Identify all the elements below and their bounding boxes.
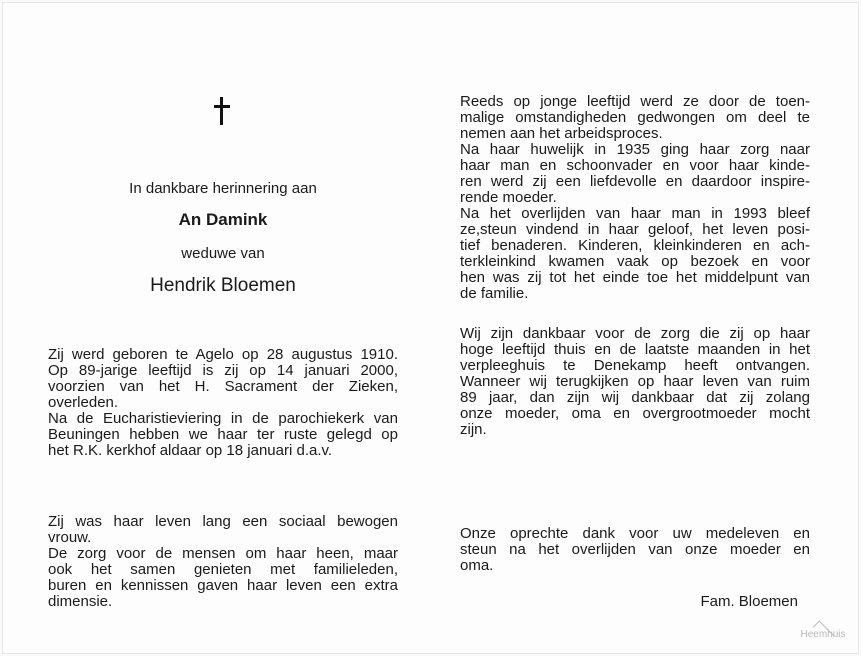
right-paragraph-3 [460,526,810,574]
right-paragraph-1 [460,94,810,302]
spouse-name: Hendrik Bloemen [150,275,296,296]
text-line: Zij was haar leven lang een sociaal bewogen [48,513,398,530]
text-line: overleden. [48,394,119,411]
text-line: steun na het overlijden van onze moeder en [460,541,810,558]
text-line: Beuningen hebben we haar ter ruste gelegd op [48,426,398,443]
text-line: Reeds op jonge leeftijd werd ze door de toen- [460,93,810,110]
text-line: de familie. [460,285,529,302]
text-line: Zij werd geboren te Agelo op 28 augustus 1910. [48,346,398,363]
text-line: haar man en schoonvader en voor haar kinde- [460,157,810,174]
text-line: vrouw. [48,529,92,546]
relation-text: weduwe van [181,245,265,262]
right-paragraph-2 [460,326,810,438]
text-line: Na het overlijden van haar man in 1993 bleef [460,205,810,222]
text-line: zijn. [460,421,487,438]
text-line: voorzien van het H. Sacrament der Zieken, [48,378,398,395]
text-line: buren en kennissen gaven haar leven een extra [48,577,398,594]
text-line: Na haar huwelijk in 1935 ging haar zorg naar [460,141,810,158]
text-line: dimensie. [48,593,113,610]
text-line: De zorg voor de mensen om haar heen, maar [48,545,398,562]
text-line: Na de Eucharistieviering in de parochiekerk van [48,410,398,427]
text-line: Wanneer wij terugkijken op haar leven van ruim [460,373,810,390]
watermark-logo [799,621,847,640]
signature: Fam. Bloemen [700,593,798,610]
cross-icon [213,97,231,125]
text-line: verpleeghuis te Denekamp heeft ontvangen. [460,357,810,374]
text-line: ren werd zij een liefdevolle en daardoor inspire- [460,173,810,190]
text-line: Onze oprechte dank voor uw medeleven en [460,525,810,542]
text-line: onze moeder, oma en overgrootmoeder mocht [460,405,810,422]
text-line: hen was zij tot het einde toe het middelpunt van [460,269,810,286]
text-line: oma. [460,557,494,574]
text-line: ook het samen genieten met familieleden, [48,561,398,578]
text-line: het R.K. kerkhof aldaar op 18 januari d.a.v. [48,442,333,459]
intro-text: In dankbare herinnering aan [129,180,317,197]
text-line: Op 89-jarige leeftijd is zij op 14 januari 2000, [48,362,398,379]
memorial-card [2,2,859,654]
text-line: ze,steun vindend in haar geloof, het leven posi- [460,221,810,238]
text-line: terkleinkind kwamen vaak op bezoek en voor [460,253,810,270]
text-line: 89 jaar, dan zijn wij dankbaar dat zij zolang [460,389,810,406]
text-line: tief benaderen. Kinderen, kleinkinderen en ach- [460,237,810,254]
text-line: malige omstandigheden gedwongen om deel te [460,109,810,126]
text-line: rende moeder. [460,189,557,206]
left-paragraph-2 [48,514,398,610]
text-line: hoge leeftijd thuis en de laatste maanden in het [460,341,810,358]
deceased-name: An Damink [178,210,268,229]
watermark-text: Heemhuis [800,629,846,640]
left-paragraph-1 [48,347,398,459]
text-line: nemen aan het arbeidsproces. [460,125,663,142]
text-line: Wij zijn dankbaar voor de zorg die zij op haar [460,325,810,342]
